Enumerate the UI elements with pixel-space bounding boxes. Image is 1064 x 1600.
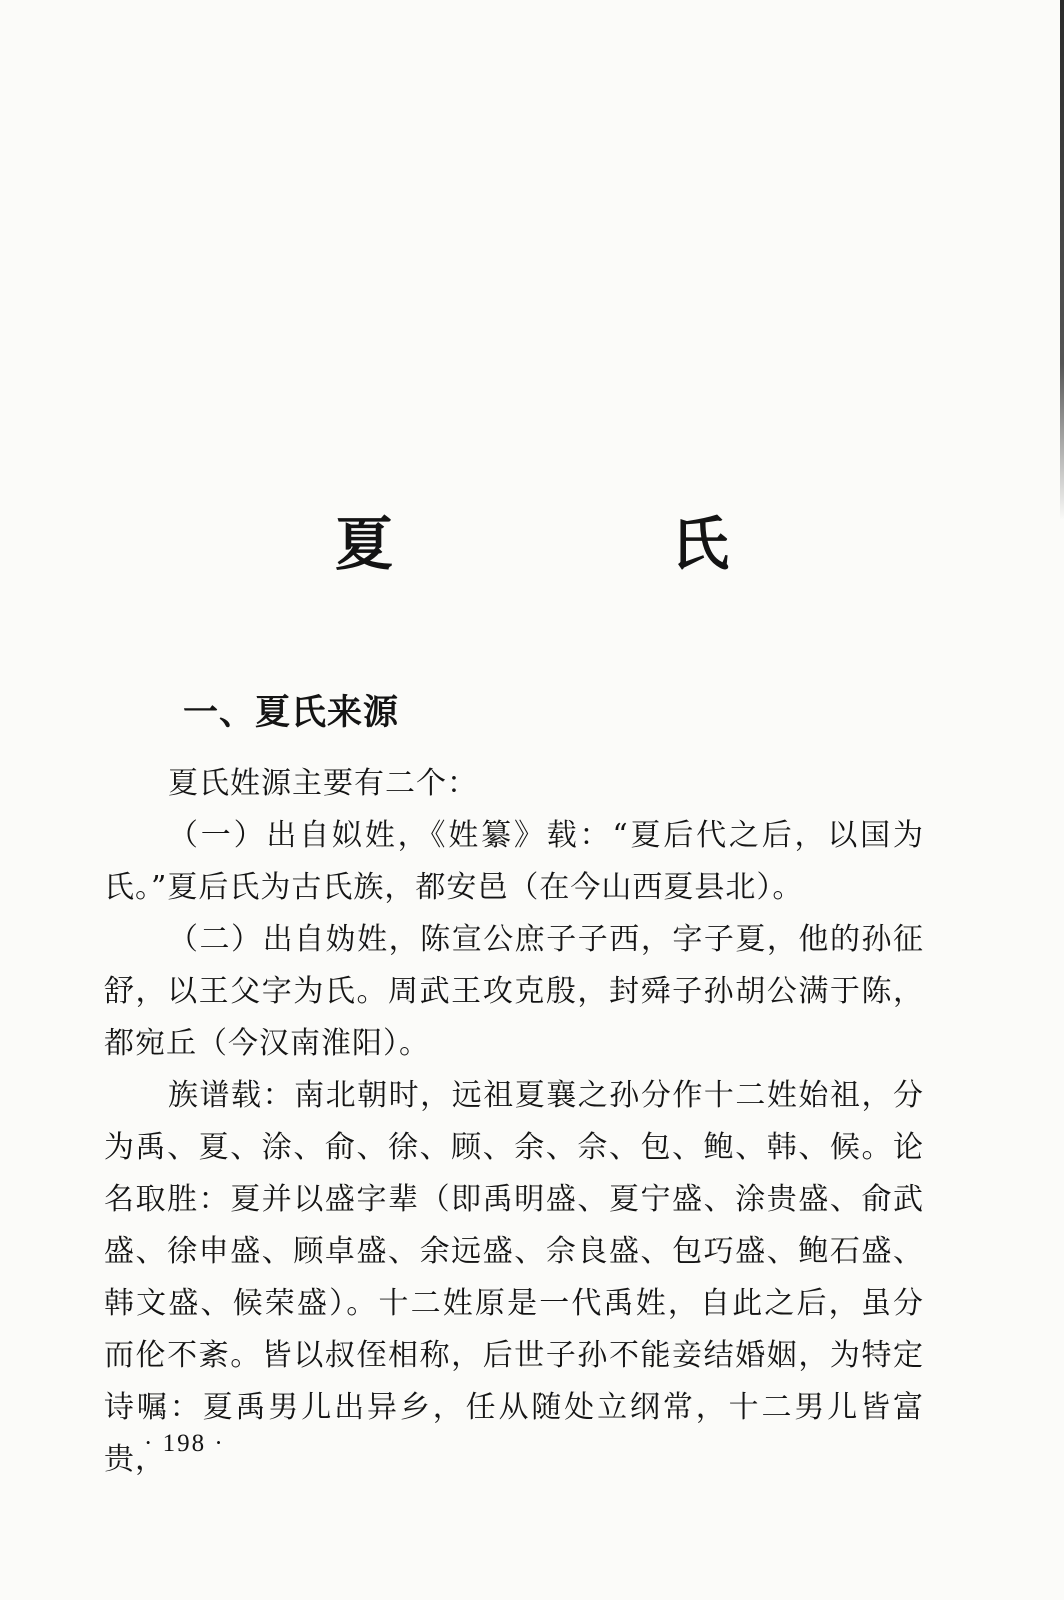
- paragraph: （一）出自姒姓，《姓纂》载：“夏后代之后，以国为氏。”夏后氏为古氏族，都安邑（在今山西夏县北）。: [104, 818, 924, 905]
- section-heading: 一、夏氏来源: [183, 693, 400, 733]
- page-number: · 198 ·: [144, 1430, 225, 1457]
- body-text: [104, 758, 924, 1486]
- paragraph: 族谱载：南北朝时，远祖夏襄之孙分作十二姓始祖，分为禹、夏、涂、俞、徐、顾、余、佘、包、鲍、韩、候。论名取胜：夏并以盛字辈（即禹明盛、夏宁盛、涂贵盛、俞武盛、徐申盛、顾卓盛、余远盛、佘良盛、包巧盛、鲍石盛、韩文盛、候荣盛）。十二姓原是一代禹姓，自此之后，虽分而伦不紊。皆以叔侄相称，后世子孙不能妾结婚姻，为特定诗嘱：夏禹男儿出异乡，任从随处立纲常，十二男儿皆富贵，: [104, 1078, 924, 1477]
- paragraph: （二）出自妫姓，陈宣公庶子子西，字子夏，他的孙征舒，以王父字为氏。周武王攻克殷，封舜子孙胡公满于陈，都宛丘（今汉南淮阳）。: [104, 922, 924, 1061]
- paragraph: 夏氏姓源主要有二个：: [168, 766, 478, 801]
- scan-edge-shadow: [1060, 0, 1064, 520]
- page-title: 夏 氏: [334, 510, 839, 578]
